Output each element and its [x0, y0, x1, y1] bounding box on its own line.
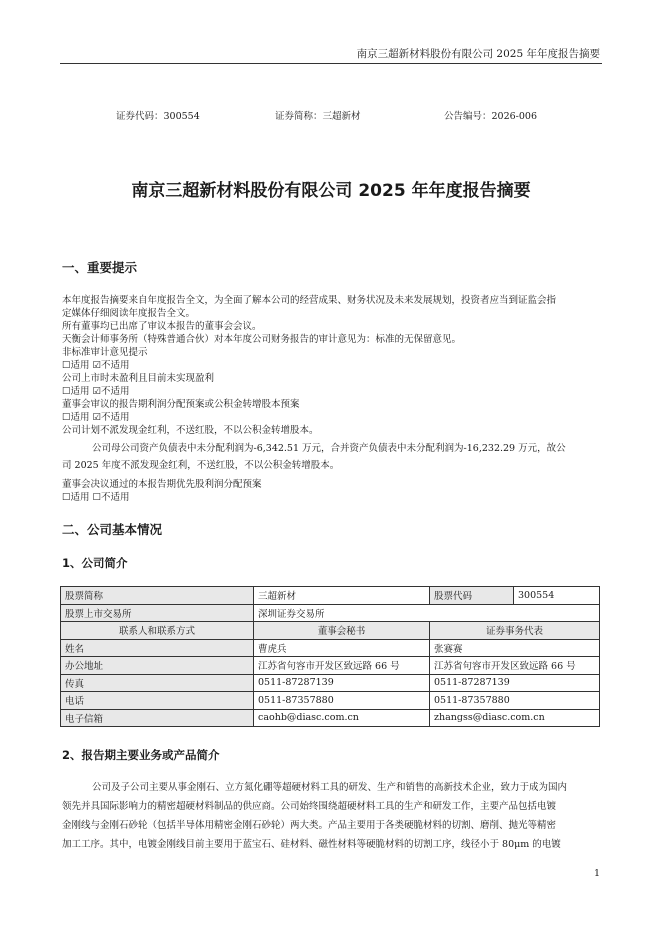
section-basic-info-heading: 二、公司基本情况	[62, 522, 163, 537]
company-profile-table	[60, 586, 600, 727]
table-cell: 股票上市交易所	[61, 604, 254, 622]
table-cell: 办公地址	[61, 657, 254, 675]
table-cell: 300554	[514, 587, 600, 605]
checkbox-line: ☐适用 ☑不适用	[62, 360, 130, 371]
checkbox-line: ☐适用 ☐不适用	[62, 492, 130, 503]
table-cell: 江苏省句容市开发区致远路 66 号	[254, 657, 430, 675]
table-cell: 传真	[61, 674, 254, 692]
table-header-cell: 联系人和联系方式	[61, 622, 254, 640]
table-header-cell: 证券事务代表	[430, 622, 600, 640]
table-cell: 0511-87357880	[430, 692, 600, 710]
notice-line: 天衡会计师事务所（特殊普通合伙）对本年度公司财务报告的审计意见为：标准的无保留意见。	[62, 334, 462, 345]
business-line: 加工工序。其中，电镀金刚线目前主要用于蓝宝石、硅材料、磁性材料等硬脆材料的切割工序，线径小于 80μm 的电镀	[62, 839, 561, 850]
notice-line: 董事会决议通过的本报告期优先股利润分配预案	[62, 479, 262, 490]
table-header-row	[61, 622, 600, 640]
stock-short-name: 证券简称：三超新材	[275, 111, 361, 122]
notice-line: 公司计划不派发现金红利，不送红股，不以公积金转增股本。	[62, 425, 319, 436]
table-cell: 0511-87287139	[430, 674, 600, 692]
section-important-notice-heading: 一、重要提示	[62, 260, 138, 275]
notice-line: 公司上市时未盈利且目前未实现盈利	[62, 373, 215, 384]
business-line: 领先并具国际影响力的精密超硬材料制品的供应商。公司始终围绕超硬材料工具的生产和研发工作，主要产品包括电镀	[62, 801, 557, 812]
business-line: 公司及子公司主要从事金刚石、立方氮化硼等超硬材料工具的研发、生产和销售的高新技术企业，致力于成为国内	[92, 782, 568, 793]
header-divider	[60, 63, 602, 64]
checkbox-line: ☐适用 ☑不适用	[62, 386, 130, 397]
checkbox-line: ☐适用 ☑不适用	[62, 412, 130, 423]
table-cell: 股票代码	[430, 587, 514, 605]
business-intro-heading: 2、报告期主要业务或产品简介	[62, 748, 220, 762]
table-cell: 电话	[61, 692, 254, 710]
table-cell: 0511-87357880	[254, 692, 430, 710]
table-header-cell: 董事会秘书	[254, 622, 430, 640]
notice-line: 非标准审计意见提示	[62, 347, 148, 358]
notice-number: 公告编号：2026-006	[444, 111, 538, 122]
table-cell: 三超新材	[254, 587, 430, 605]
table-row	[61, 604, 600, 622]
stock-code: 证券代码：300554	[116, 111, 200, 122]
business-line: 金刚线与金刚石砂轮（包括半导体用精密金刚石砂轮）两大类。产品主要用于各类硬脆材料的切割、磨削、抛光等精密	[62, 820, 557, 831]
notice-line: 本年度报告摘要来自年度报告全文，为全面了解本公司的经营成果、财务状况及未来发展规划，投资者应当到证监会指	[62, 295, 557, 306]
notice-line: 定媒体仔细阅读年度报告全文。	[62, 308, 196, 319]
table-cell: 0511-87287139	[254, 674, 430, 692]
table-cell: 深圳证券交易所	[254, 604, 600, 622]
document-title: 南京三超新材料股份有限公司 2025 年年度报告摘要	[131, 181, 531, 201]
table-row	[61, 639, 600, 657]
dividend-paragraph-line: 司 2025 年度不派发现金红利，不送红股，不以公积金转增股本。	[62, 460, 340, 471]
notice-line: 所有董事均已出席了审议本报告的董事会会议。	[62, 321, 262, 332]
table-cell: 张赛赛	[430, 639, 600, 657]
notice-line: 董事会审议的报告期利润分配预案或公积金转增股本预案	[62, 399, 300, 410]
table-row	[61, 692, 600, 710]
table-cell: 姓名	[61, 639, 254, 657]
running-header: 南京三超新材料股份有限公司 2025 年年度报告摘要	[356, 48, 600, 60]
table-cell: 电子信箱	[61, 709, 254, 727]
table-cell: caohb@diasc.com.cn	[254, 709, 430, 727]
page-number: 1	[593, 868, 600, 879]
table-cell: 股票简称	[61, 587, 254, 605]
table-row	[61, 587, 600, 605]
table-cell: 曹虎兵	[254, 639, 430, 657]
table-cell: zhangss@diasc.com.cn	[430, 709, 600, 727]
company-profile-heading: 1、公司简介	[62, 556, 128, 570]
table-row	[61, 709, 600, 727]
table-row	[61, 674, 600, 692]
dividend-paragraph-line: 公司母公司资产负债表中未分配利润为-6,342.51 万元，合并资产负债表中未分配利润为-16,232.29 万元，故公	[92, 443, 566, 454]
table-row	[61, 657, 600, 675]
table-cell: 江苏省句容市开发区致远路 66 号	[430, 657, 600, 675]
